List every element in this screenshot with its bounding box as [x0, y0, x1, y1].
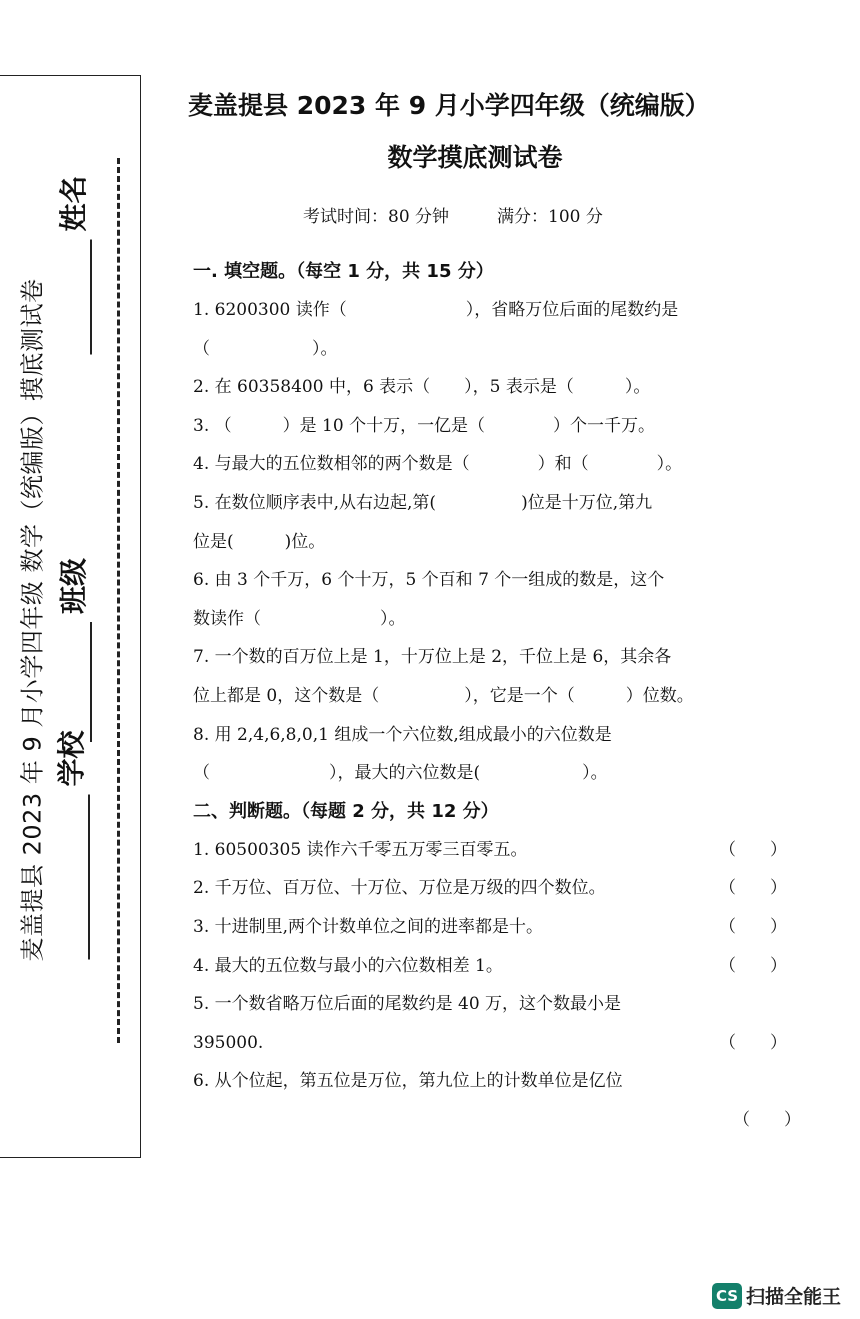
judgment-item-continued: [193, 1106, 801, 1145]
exam-subtitle: 数学摸底测试卷: [387, 143, 563, 172]
exam-title: 麦盖提县 2023 年 9 月小学四年级（统编版）: [188, 91, 710, 120]
question-line: 6. 由 3 个千万，6 个十万，5 个百和 7 个一组成的数是，这个: [193, 570, 665, 591]
answer-bracket: （ ）: [719, 955, 787, 976]
class-line: [64, 622, 92, 742]
judgment-item: 6. 从个位起，第五位是万位，第九位上的计数单位是亿位: [193, 1071, 623, 1092]
question-line: 5. 在数位顺序表中,从右边起,第( )位是十万位,第九: [193, 492, 653, 513]
full-score: 满分：100 分: [497, 207, 603, 227]
question-line: 1. 6200300 读作（ ），省略万位后面的尾数约是: [193, 300, 679, 320]
answer-bracket: （ ）: [733, 1109, 801, 1130]
judgment-item: 1. 60500305 读作六千零五万零三百零五。 （ ）: [193, 836, 793, 875]
question-line: 位上都是 0，这个数是（ ），它是一个（ ）位数。: [193, 685, 694, 706]
section-title-judgment: 二、判断题。（每题 2 分，共 12 分）: [193, 800, 499, 822]
judgment-item-continued: 395000. （ ）: [193, 1029, 793, 1068]
cut-line: [117, 158, 120, 1043]
question-line: 数读作（ ）。: [193, 608, 406, 629]
scanner-badge: [712, 1282, 841, 1309]
question-line: 2. 在 60358400 中，6 表示（ ），5 表示是（ ）。: [193, 377, 651, 398]
question-line: （ ），最大的六位数是( ）。: [193, 763, 608, 784]
judgment-item: 4. 最大的五位数与最小的六位数相差 1。 （ ）: [193, 952, 793, 991]
judgment-item: 5. 一个数省略万位后面的尾数约是 40 万，这个数最小是: [193, 994, 622, 1015]
name-line: [64, 240, 92, 355]
question-line: 3. （ ）是 10 个十万，一亿是（ ）个一千万。: [193, 415, 656, 436]
answer-bracket: （ ）: [719, 916, 787, 937]
answer-bracket: （ ）: [719, 839, 787, 860]
answer-bracket: （ ）: [719, 1032, 787, 1053]
exam-content: [193, 258, 801, 1144]
question-line: 位是( )位。: [193, 531, 326, 552]
camscanner-logo-icon: CS: [712, 1283, 742, 1309]
school-field: 学校: [50, 730, 90, 959]
exam-time: 考试时间：80 分钟: [303, 207, 450, 227]
section-title-fill-blank: 一. 填空题。（每空 1 分，共 15 分）: [193, 261, 494, 282]
question-line: 4. 与最大的五位数相邻的两个数是（ ）和（ ）。: [193, 454, 683, 475]
judgment-item: 2. 千万位、百万位、十万位、万位是万级的四个数位。 （ ）: [193, 874, 793, 913]
school-line: [62, 795, 90, 960]
question-line: 7. 一个数的百万位上是 1，十万位上是 2，千位上是 6，其余各: [193, 647, 672, 668]
name-field: 姓名: [52, 175, 92, 354]
judgment-item: 3. 十进制里,两个计数单位之间的进率都是十。 （ ）: [193, 913, 793, 952]
answer-bracket: （ ）: [719, 878, 787, 899]
scanner-badge-text: 扫描全能王: [746, 1286, 842, 1308]
question-line: （ ）。: [193, 338, 338, 359]
class-field: 班级: [52, 558, 92, 742]
sidebar-title: 麦盖提县 2023 年 9 月小学四年级 数学（统编版）摸底测试卷: [18, 278, 47, 962]
question-line: 8. 用 2,4,6,8,0,1 组成一个六位数,组成最小的六位数是: [193, 724, 612, 745]
exam-info: [303, 202, 603, 227]
